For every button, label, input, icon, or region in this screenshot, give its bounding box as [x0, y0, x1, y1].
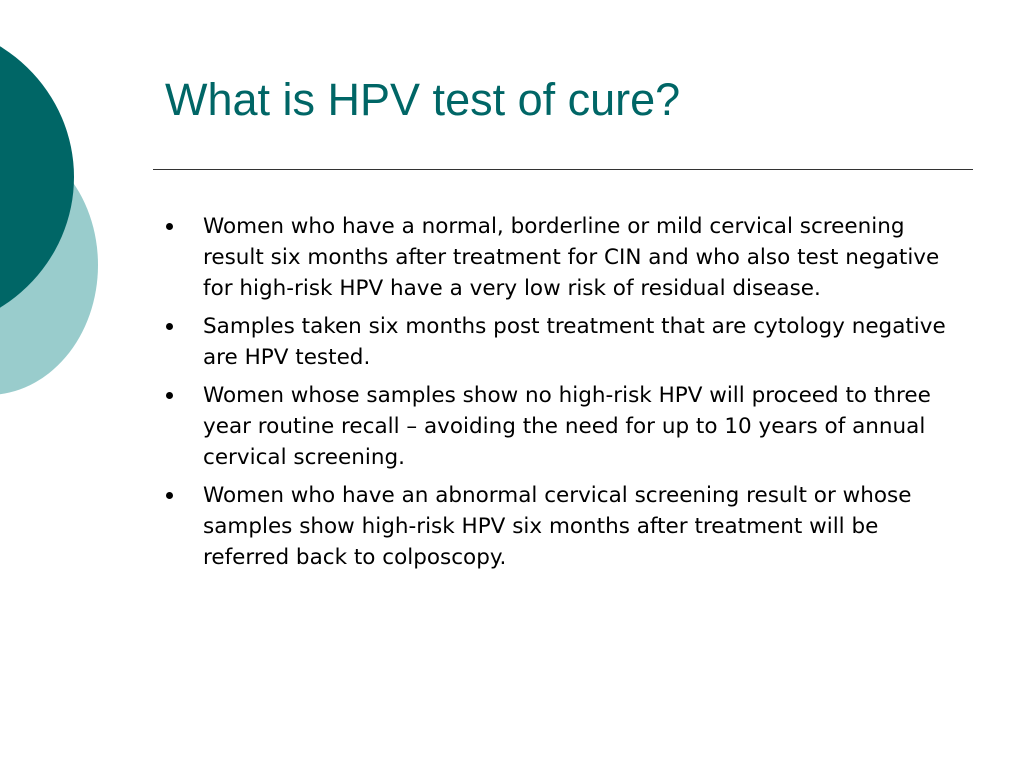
bullet-text: Samples taken six months post treatment that are cytology negative are HPV tested.: [203, 314, 946, 370]
bullet-dot-icon: [166, 392, 173, 399]
bullet-item: [165, 211, 965, 304]
bullet-item: [165, 311, 965, 373]
title-divider: [153, 169, 973, 170]
bullet-text: Women whose samples show no high-risk HPV will proceed to three year routine recall – avoiding the need for up to 10 years of annual cervical screening.: [203, 383, 931, 470]
bullet-text: Women who have an abnormal cervical screening result or whose samples show high-risk HPV six months after treatment will be referred back to colposcopy.: [203, 483, 912, 570]
bullet-dot-icon: [166, 223, 173, 230]
bullet-text: Women who have a normal, borderline or mild cervical screening result six months after treatment for CIN and who also test negative for high-risk HPV have a very low risk of residual disease.: [203, 214, 940, 301]
bullet-item: [165, 380, 965, 473]
bullet-dot-icon: [166, 323, 173, 330]
bullet-dot-icon: [166, 492, 173, 499]
bullet-item: [165, 480, 965, 573]
bullet-list: [165, 211, 965, 580]
slide-title: What is HPV test of cure?: [165, 74, 681, 125]
